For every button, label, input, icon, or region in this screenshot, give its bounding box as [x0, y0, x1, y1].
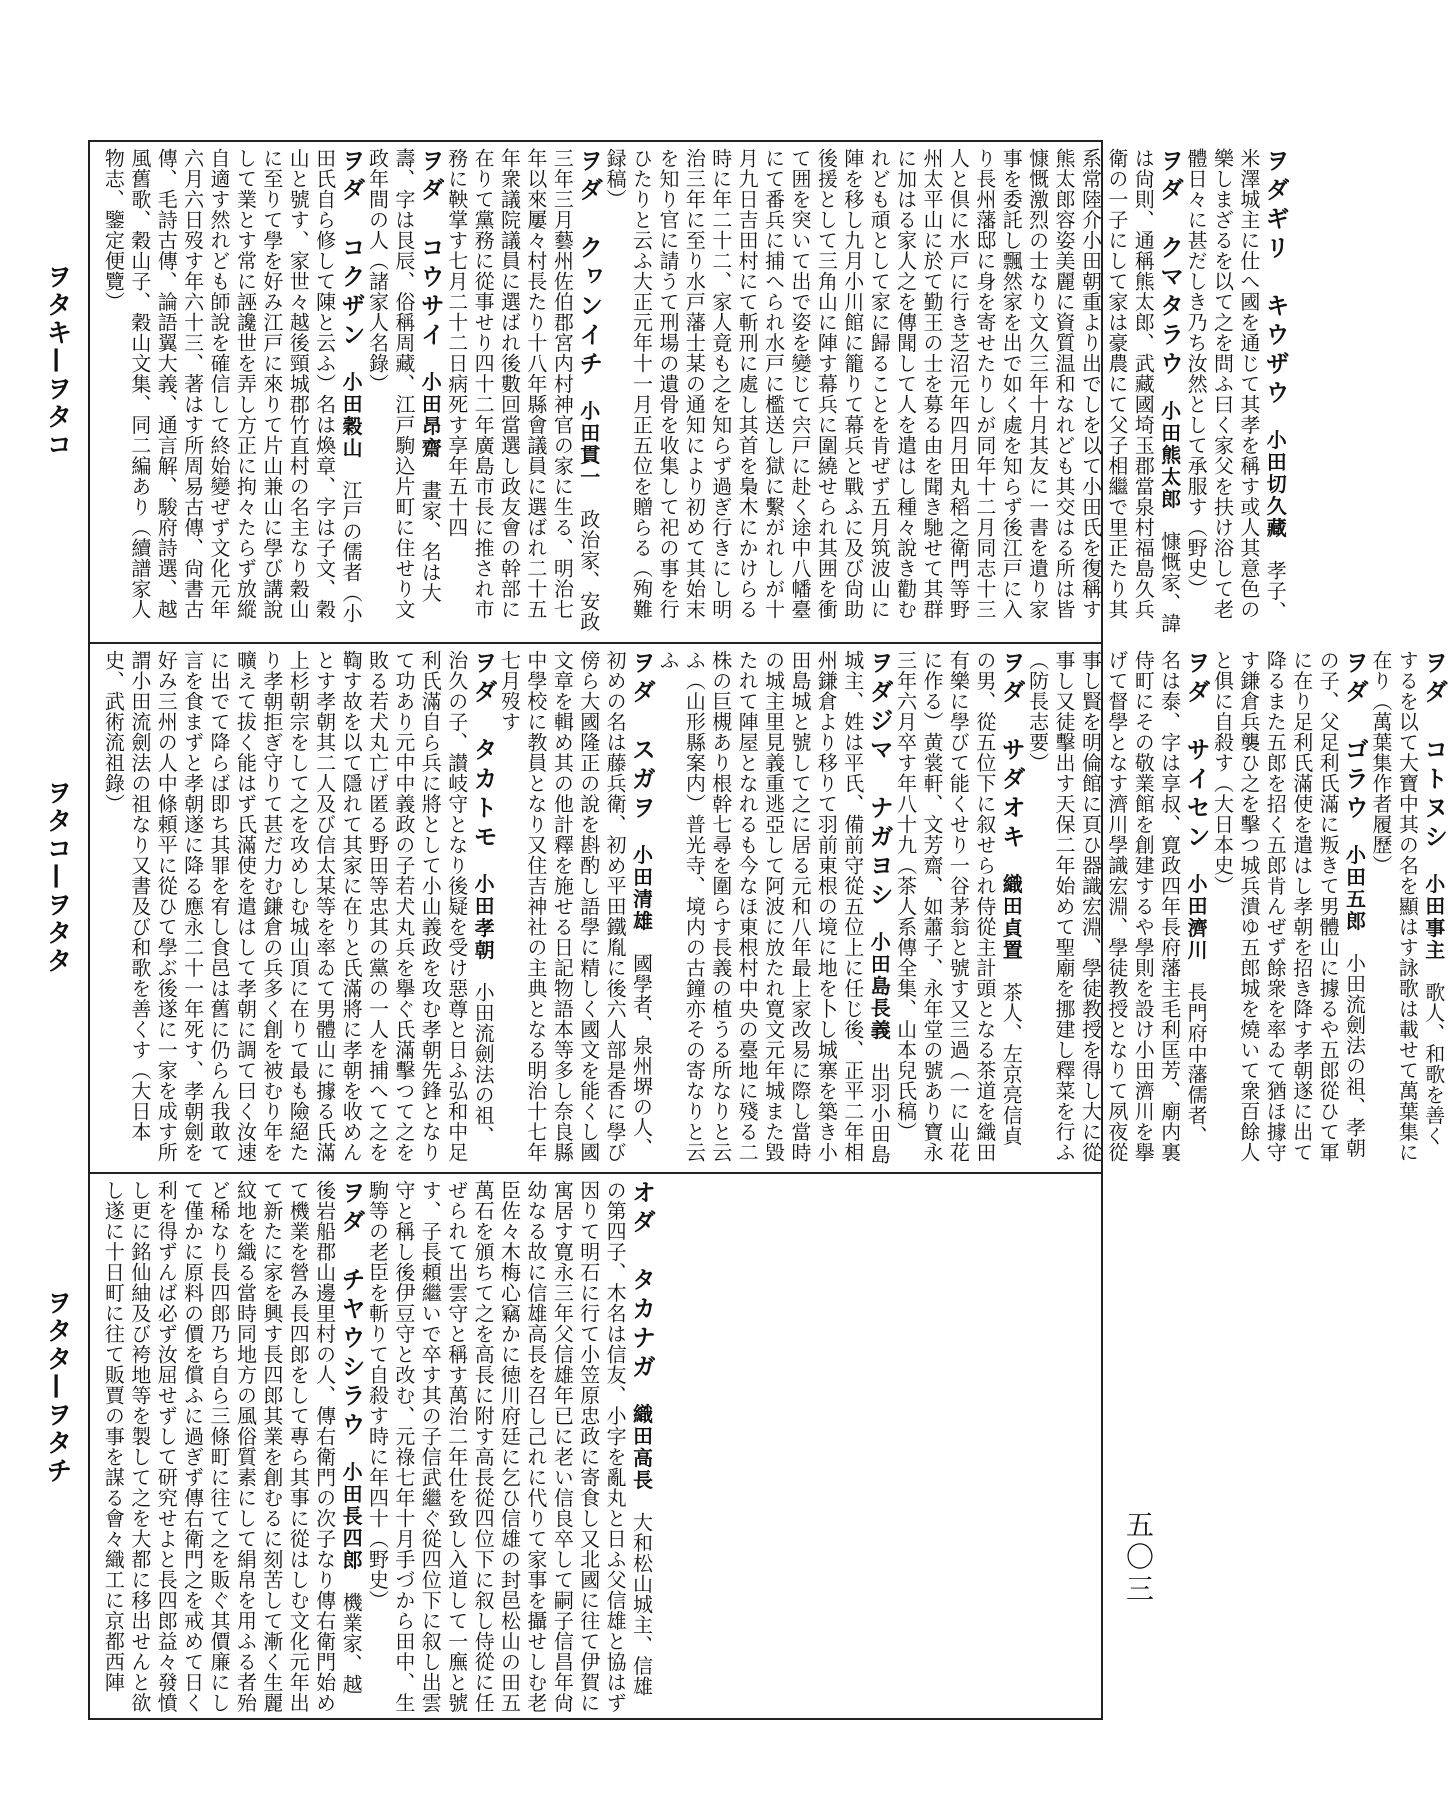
- dictionary-entry: [1184, 148, 1290, 622]
- entry-headword: ヲダ コウサイ: [416, 148, 445, 351]
- tier-middle: [100, 650, 1448, 1166]
- entry-description: 政治家、安政三年三月藝州佐伯郡宮内村神官の家に生る、明治七年以來屢々村長たり十八年縣會議員に選ばれ二十五年衆議院議員に選ばれ後數回當選し政友會の幹部に在りて黨務に從事せり四十二年廣島市長に推され市務に鞅掌す七月二十二日病死す享年五十四: [444, 148, 601, 632]
- dictionary-entry: [894, 650, 1024, 1163]
- running-head-bottom: ヲタタ—ヲタチ: [42, 1289, 72, 1485]
- entry-description: 茶人、左京亮信貞の男、從五位下に叙せられ侍從主計頭となる茶道を織田有樂に學びて能くせり一谷茅翁と號す又三過（一に山花に作る）黄裳軒、文芳齋、如蕭子、永年堂の號あり寶永三年六月卒す年八十九（茶人系傳全集、山本兒氏稿）: [893, 650, 1024, 1163]
- dictionary-entry: [101, 650, 498, 1163]
- entry-name: 小田島長義: [867, 931, 892, 1042]
- entry-name: 小田熊太郎: [1157, 400, 1182, 511]
- entry-headword: ヲダ クヮンイチ: [574, 148, 603, 380]
- entry-headword: ヲダ スガヲ: [627, 650, 656, 824]
- entry-description: 小田流劍法の祖、治久の子、讃岐守となり後疑を受け惡尊と日ふ弘和中足利氏滿自ら兵に將として小山義政を攻む孝朝先鋒となりて功あり元中中義政の子若犬丸兵を擧ぐ氏滿擊つて之を敗る若犬丸亡げ匿る野田等忠其の黨の一人を捕へて之を鞫す故を以て隱れて其家に在りと氏滿將に孝朝を收めんとす孝朝其二人及び信太某等を率ゐて男體山に據る氏滿上杉朝宗をして之を攻めしむ城山頂に在りて最も險絕たり孝朝拒ぎ守りて甚だ力む鎌倉の兵多く創を被むり年を曠えて拔く能はず氏滿使を遣はして孝朝に調て曰く汝速に出でて降らば即ち其罪を宥し食邑は舊に仍らん我敢て言を食まずと孝朝遂に降る應永二十一年死す、孝朝劍を好み三州の人中條頼平に從ひて學ぶ後遂に一家を成す所謂小田流劍法の祖なり又書及び和歌を善くす（大日本史、武術流祖錄）: [101, 650, 496, 1163]
- entry-name: 小田穀山: [339, 371, 364, 460]
- entry-description: 國學者、泉州堺の人、初めの名は藤兵衛、初め平田鐵胤に後六人部是香に學び傍ら大國隆正の說を斟酌し語學に精しく國文を能くし國文章を輯め其の他計釋を施せる日記物語本等多し奈良縣中學校に教員となり又住吉神社の主典となる明治十七年七月歿す: [497, 650, 654, 1163]
- entry-description: 江戸の儒者（小田氏自ら修して陳と云ふ）名は煥章、字は子文、穀山と號す、家世々越後頸城郡竹直村の名主なり穀山に至りて學を好み江戸に來りて片山兼山に學び講說して業とす常に誣讒世を弄し方正に拘々たらず放縱自適す然れども師說を確信して終始變ぜず文化元年六月六日歿す年六十三、著はす所周易古傳、尙書古傳、毛詩古傳、論語翼大義、通言解、駿府詩選、越風舊歌、穀山子、穀山文集、同二編あり（續譜家人物志、鑒定便覽）: [101, 148, 364, 624]
- entry-description: 小田流劍法の祖、孝朝の子、父足利氏滿に叛きて男體山に據るや五郎從ひて軍に在り足利氏滿使を遣はし孝朝を招き降す孝朝遂に出て降るまた五郎を招く五郎肯んぜず餘衆を率ゐて猶ほ據守す鎌倉兵襲ひ之を擊つ城兵潰ゆ五郎城を燒いて衆百餘人と俱に自殺す（大日本史）: [1210, 650, 1367, 1163]
- entry-headword: ヲダ コクザン: [337, 148, 366, 351]
- entry-name: 小田事主: [1421, 873, 1446, 962]
- entry-headword: オダ タカナガ: [627, 1180, 656, 1383]
- dictionary-entry: [365, 1180, 656, 1713]
- entry-headword: ヲダジマ ナガヨシ: [865, 650, 894, 911]
- entry-headword: ヲダ タカトモ: [469, 650, 498, 853]
- entry-description: 畫家、名は大壽、字は艮辰、俗稱周藏、江戸駒込片町に住せり文政年間の人（諸家人名錄）: [365, 148, 443, 620]
- entry-description: 大和松山城主、信雄の第四子、木名は信友、小字を亂丸と日ふ父信雄と協はず因りて明石に行て小笠原忠政に寄食し又北國に往て伊賀に寓居す寛永三年父信雄年已に老い信良卒して嗣子信昌年尙幼なる故に信雄高長を召し己れに代りて家事を攝せしむ老臣佐々木梅心竊かに徳川府廷に乞ひ信雄の封邑松山の田五萬石を頒ちて之を高長に附す高長從四位下に叙し侍從に任ぜられて出雲守と稱す萬治二年仕を致し入道して一廡と號す、子長頼繼いで卒す其の子信武繼ぐ從四位下に叙し出雲守と稱し後伊豆守と改む、元祿七年十月手づから田中、生駒等の老臣を斬りて自殺す時に年四十（野史）: [365, 1180, 654, 1713]
- entry-name: 織田高長: [629, 1403, 654, 1492]
- dictionary-entry: [1025, 650, 1211, 1163]
- tier-bottom: [100, 1180, 1091, 1714]
- dictionary-entry: [603, 148, 1182, 634]
- entry-name: 小田清雄: [629, 844, 654, 933]
- running-head-top: ヲタキ—ヲタコ: [42, 263, 72, 459]
- entry-headword: ヲダギリ キウザウ: [1261, 148, 1290, 409]
- tier-divider-2: [90, 1172, 1101, 1174]
- entry-name: 小田昂齋: [418, 371, 443, 460]
- entry-description: 歌人、和歌を善くするを以て大寶中其の名を顯はす詠歌は載せて萬葉集に在り（萬葉集作者履歷）: [1368, 650, 1446, 1163]
- entry-headword: ヲダ コトヌシ: [1419, 650, 1448, 853]
- dictionary-entry: [1369, 650, 1446, 1163]
- dictionary-entry: [101, 148, 366, 624]
- entry-headword: ヲダ チヤウシラウ: [337, 1180, 366, 1441]
- entry-name: 小田五郎: [1342, 844, 1367, 933]
- tier-top: [100, 148, 1290, 636]
- running-head-middle: ヲタコ—ヲタタ: [42, 779, 72, 975]
- dictionary-entry: [445, 148, 601, 632]
- dictionary-entry: [101, 1180, 366, 1713]
- entry-name: 織田貞置: [999, 873, 1024, 962]
- dictionary-entry: [498, 650, 654, 1163]
- entry-headword: ヲダ クマタラウ: [1155, 148, 1184, 380]
- entry-description: 長門府中藩儒者、名は泰、字は享叔、寛政四年長府藩主毛利匡芳、廟内裏侍町にその敬業館を創建するや學則を設け小田濟川を擧げて督學となす濟川學識宏淵、學徒教授となりて夙夜從事し賢を明倫館に頁ひ器識宏淵、學徒教授を得し大に從事し又徒擊出す天保二年始めて聖廟を挪建し釋菜を行ふ（防長志要）: [1025, 650, 1209, 1163]
- entry-description: 機業家、越後岩船郡山邊里村の人、傳右衛門の次子なり傳右衛門始めて機業を營み長四郎をして專ら其事に從はしむ文化元年出て新たに家を興す長四郎其業を創むるに刻苦して漸く生麗紋地を織る當時同地方の風俗質素にして絹帛を用ふる者殆ど稀なり長四郎乃ち自ら三條町に往て之を販ぐ其價廉にして僅かに原料の價を償ふに過ぎず傳右衛門之を戒めて日く利を得ずんば必ず汝屈せずして研究せよと長四郎益々發憤し更に銘仙紬及び袴地等を製して之を大都に移出せんと欲し遂に十日町に往て販賈の事を謀る會々織工に京都西陣: [101, 1180, 364, 1713]
- page-number: 五〇三: [1122, 1510, 1155, 1606]
- entry-headword: ヲダ ゴラウ: [1340, 650, 1369, 824]
- entry-name: 小田孝朝: [471, 873, 496, 962]
- entry-name: 小田切久藏: [1263, 429, 1288, 540]
- entry-name: 小田濟川: [1184, 873, 1209, 962]
- tier-divider-1: [90, 642, 1101, 644]
- dictionary-entry: [365, 148, 445, 620]
- entry-description: 出羽小田島城主、姓は平氏、備前守從五位上に任じ後、正平二年相州鎌倉より移りて羽前東根の境に地を卜し城寨を築き小田島城と號して之に居る元和八年最上家改易に際し當時の城主里見義重逃亞して阿波に放たれ寛文元年城また毀たれて陣屋となれるも今なほ東根村中央の臺地に殘る二株の巨槻あり根幹七尋を圍らす長義の植うる所なりと云ふ（山形縣案内）普光寺、境内の古鐘亦その寄なりと云ふ: [655, 650, 892, 1165]
- entry-description: 慷慨家、諱は尙則、通稱熊太郎、武藏國埼玉郡當泉村福島久兵衛の一子にして家は豪農にて父子相繼で里正たり其系常陸介小田朝重より出でしを以て小田氏を復稱す熊太郎容姿美麗に資質温和なれども其交はる所は皆慷慨激烈の士なり文久三年十月其友に一書を遺り家事を委託し飄然家を出で如く處を知らず後江戸に入り長州藩邸に身を寄せたりしが同年十二月同志十三人と倶に水戸に行き芝沼元年四月田丸稻之衛門等野州太平山に於て勤王の士を募る由を聞き馳せて其群に加はる家人之を傳聞して人を遣はし種々說き勸むれども頑として家に歸ることを肯ぜず五月筑波山に陣を移し九月小川館に籠りて幕兵と戰ふに及び尙助後援として三角山に陣す幕兵に圍繞せられ其囲を衝て囲を突いて出で姿を變じて宍戸に赴く途中八幡臺にて番兵に捕へられ水戸に檻送し獄に繫がれしが十月九日吉田村にて斬刑に處し其首を梟木にかけらる時に年二十二、家人竟も之を知らず過ぎ行きにし明治三年に至り水戸藩士某の通知により初めて其始末を知り官に請うて刑場の遺骨を收集して祀の事を行ひたりと云ふ大正元年十一月正五位を贈らる（殉難録稿）: [603, 148, 1182, 634]
- entry-headword: ヲダ サダオキ: [997, 650, 1026, 853]
- dictionary-entry: [655, 650, 894, 1165]
- entry-name: 小田長四郎: [339, 1461, 364, 1572]
- entry-name: 小田貫一: [576, 400, 601, 489]
- entry-description: 孝子、米澤城主に仕へ國を通じて其孝を稱す或人其意色の樂しまざるを以て之を問ふ曰く家父を扶け浴して老體日々に甚だしき乃ち汝然として承服す（野史）: [1184, 148, 1288, 622]
- dictionary-entry: [1210, 650, 1369, 1163]
- entry-headword: ヲダ サイセン: [1182, 650, 1211, 853]
